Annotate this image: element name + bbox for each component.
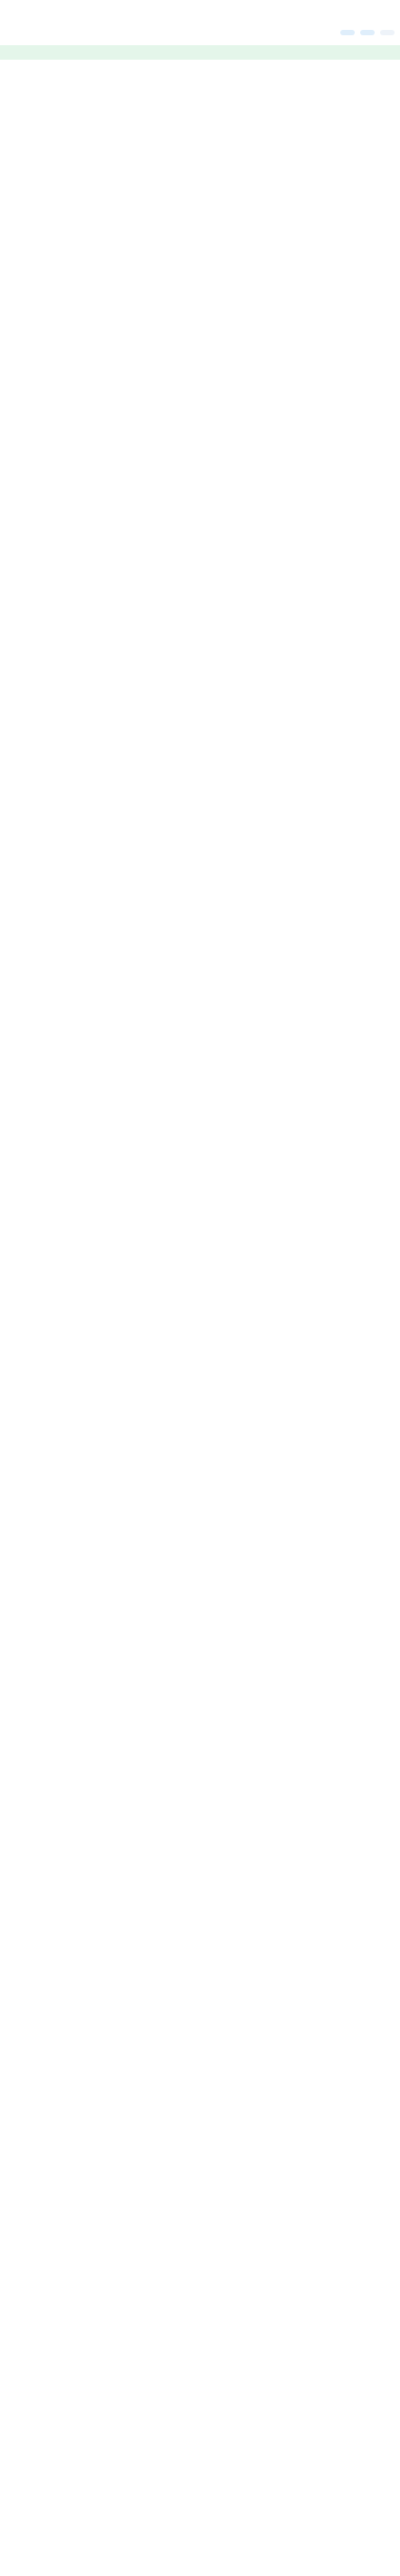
exercise-navigation-bar bbox=[0, 20, 400, 45]
site-brand[interactable] bbox=[0, 0, 400, 20]
prev-exercise-button[interactable] bbox=[340, 30, 355, 35]
exercise-nav bbox=[340, 30, 395, 35]
all-exercises-button[interactable] bbox=[380, 30, 395, 35]
next-exercise-button[interactable] bbox=[360, 30, 375, 35]
answer-highlight-block bbox=[0, 45, 400, 60]
